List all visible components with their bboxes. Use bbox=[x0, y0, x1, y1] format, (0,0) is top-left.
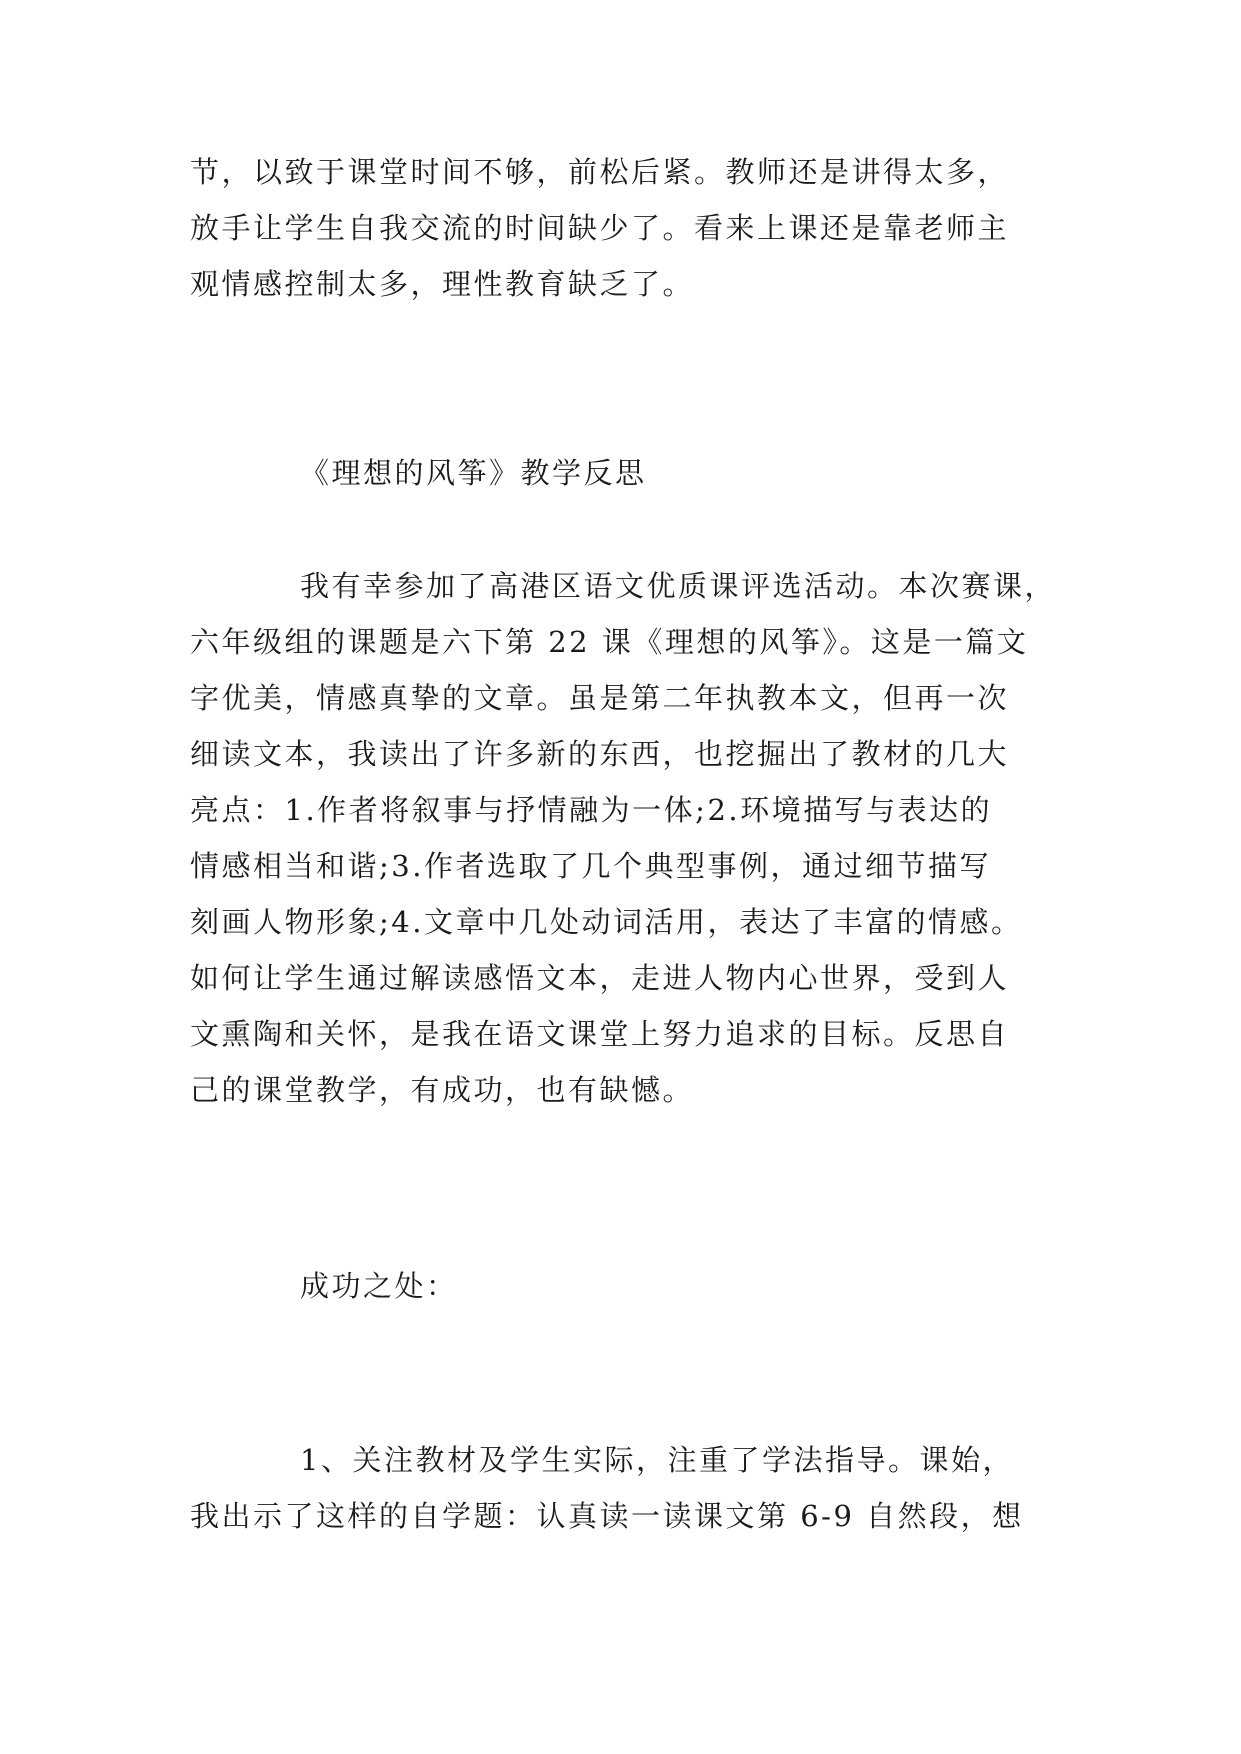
paragraph2-line-2: 我出示了这样的自学题：认真读一读课文第 6-9 自然段，想 bbox=[190, 1499, 1024, 1533]
paragraph-line-4: 细读文本，我读出了许多新的东西，也挖掘出了教材的几大 bbox=[190, 737, 1010, 771]
paragraph-line-8: 如何让学生通过解读感悟文本，走进人物内心世界，受到人 bbox=[190, 961, 1010, 995]
paragraph-line-6: 情感相当和谐;3.作者选取了几个典型事例，通过细节描写 bbox=[190, 849, 991, 883]
subheading-success: 成功之处： bbox=[300, 1269, 458, 1303]
paragraph-line-3: 字优美，情感真挚的文章。虽是第二年执教本文，但再一次 bbox=[190, 681, 1010, 715]
paragraph2-line-1: 1、关注教材及学生实际，注重了学法指导。课始， bbox=[300, 1443, 1014, 1477]
intro-line-3: 观情感控制太多，理性教育缺乏了。 bbox=[190, 267, 695, 301]
paragraph-line-10: 己的课堂教学，有成功，也有缺憾。 bbox=[190, 1073, 695, 1107]
paragraph-line-5: 亮点：1.作者将叙事与抒情融为一体;2.环境描写与表达的 bbox=[190, 793, 993, 827]
paragraph-line-9: 文熏陶和关怀，是我在语文课堂上努力追求的目标。反思自 bbox=[190, 1017, 1010, 1051]
paragraph-line-2: 六年级组的课题是六下第 22 课《理想的风筝》。这是一篇文 bbox=[190, 625, 1029, 659]
paragraph-line-7: 刻画人物形象;4.文章中几处动词活用，表达了丰富的情感。 bbox=[190, 905, 1023, 939]
section-heading: 《理想的风筝》教学反思 bbox=[300, 456, 647, 490]
intro-line-1: 节，以致于课堂时间不够，前松后紧。教师还是讲得太多， bbox=[190, 155, 1010, 189]
intro-line-2: 放手让学生自我交流的时间缺少了。看来上课还是靠老师主 bbox=[190, 211, 1010, 245]
paragraph-line-1: 我有幸参加了高港区语文优质课评选活动。本次赛课， bbox=[300, 569, 1057, 603]
